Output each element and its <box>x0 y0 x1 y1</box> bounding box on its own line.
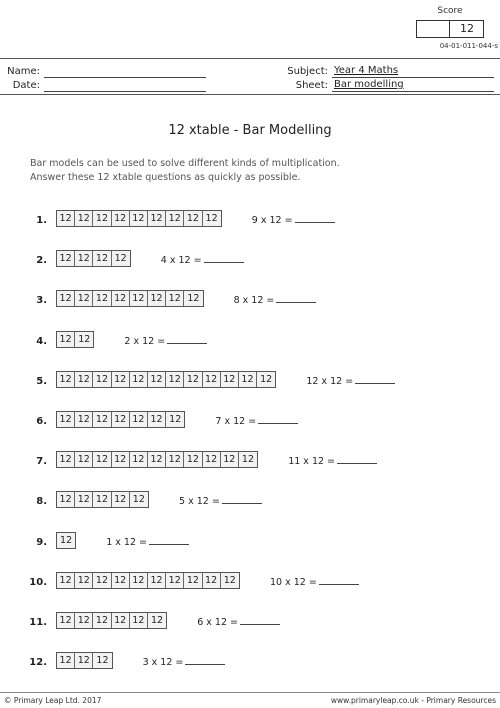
bar-cell: 12 <box>166 372 184 387</box>
question-equation <box>234 293 317 306</box>
bar-cell: 12 <box>241 454 255 466</box>
bar-cell: 12 <box>148 211 166 226</box>
bar-cell: 12 <box>130 211 148 226</box>
question-equation <box>215 414 298 427</box>
question-number: 11. <box>29 617 47 628</box>
question-number: 2. <box>36 255 47 267</box>
subject-value: Year 4 Maths <box>334 65 399 76</box>
equation-text: 7 x 12 = <box>215 416 257 427</box>
score-label: Score <box>437 6 463 16</box>
bar-cell: 12 <box>203 372 221 387</box>
question-equation <box>197 615 280 628</box>
question-equation <box>306 374 395 387</box>
bar-model <box>56 572 240 589</box>
footer-divider <box>0 692 500 693</box>
question-number: 8. <box>36 496 47 508</box>
answer-blank[interactable] <box>319 575 359 585</box>
bar-cell: 12 <box>112 452 130 467</box>
bar-cell: 12 <box>169 414 182 425</box>
bar-cell: 12 <box>148 372 166 387</box>
subject-label: Subject: <box>287 66 328 77</box>
instructions-line-2: Answer these 12 xtable questions as quickly as possible. <box>30 172 301 183</box>
bar-model <box>56 371 276 388</box>
bar-cell: 12 <box>221 452 239 467</box>
bar-cell: 12 <box>93 613 111 628</box>
bar-cell: 12 <box>78 333 91 345</box>
bar-cell: 12 <box>166 573 184 588</box>
bar-cell: 12 <box>112 412 130 427</box>
instructions <box>30 157 470 185</box>
bar-cell: 12 <box>221 372 239 387</box>
bar-cell: 12 <box>239 372 257 387</box>
bar-cell: 12 <box>60 534 73 546</box>
bar-model <box>56 290 204 307</box>
bar-cell: 12 <box>57 291 75 306</box>
bar-cell: 12 <box>93 211 111 226</box>
equation-text: 10 x 12 = <box>270 576 317 588</box>
question-equation <box>252 213 335 226</box>
bar-cell: 12 <box>184 372 202 387</box>
bar-cell: 12 <box>93 251 111 266</box>
sheet-label: Sheet: <box>295 80 328 91</box>
bar-cell: 12 <box>203 573 221 588</box>
bar-cell: 12 <box>148 291 166 306</box>
subject-field-line <box>332 77 494 78</box>
question-number: 4. <box>36 335 47 347</box>
bar-cell: 12 <box>75 291 93 306</box>
question-row <box>0 331 500 351</box>
bar-cell: 12 <box>57 573 75 588</box>
answer-blank[interactable] <box>355 374 395 384</box>
bar-cell: 12 <box>75 372 93 387</box>
equation-text: 2 x 12 = <box>124 335 166 347</box>
question-row <box>0 532 500 552</box>
bar-model <box>56 331 94 348</box>
question-number: 6. <box>36 416 47 427</box>
equation-text: 5 x 12 = <box>179 496 220 508</box>
bar-cell: 12 <box>205 213 218 224</box>
score-box <box>416 20 484 38</box>
question-row <box>0 491 500 511</box>
answer-blank[interactable] <box>240 615 280 625</box>
question-number: 3. <box>36 295 47 307</box>
bar-cell: 12 <box>130 372 148 387</box>
name-field[interactable] <box>44 77 206 78</box>
score-value: 12 <box>460 22 474 35</box>
bar-cell: 12 <box>112 492 130 507</box>
bar-cell: 12 <box>112 573 130 588</box>
bar-cell: 12 <box>75 412 93 427</box>
question-equation <box>106 535 189 548</box>
bar-cell: 12 <box>57 412 75 427</box>
question-number: 1. <box>36 215 47 226</box>
bar-cell: 12 <box>148 412 166 427</box>
question-row <box>0 572 500 592</box>
bar-cell: 12 <box>166 291 184 306</box>
question-row <box>0 250 500 270</box>
question-row <box>0 290 500 310</box>
bar-model <box>56 451 258 468</box>
bar-cell: 12 <box>75 492 93 507</box>
bar-model <box>56 652 113 669</box>
bar-cell: 12 <box>75 573 93 588</box>
bar-cell: 12 <box>260 373 273 385</box>
question-row <box>0 371 500 391</box>
date-label: Date: <box>12 80 40 91</box>
bar-cell: 12 <box>93 372 111 387</box>
answer-blank[interactable] <box>276 293 316 303</box>
question-number: 7. <box>36 456 47 468</box>
sheet-value: Bar modelling <box>334 79 404 90</box>
question-row <box>0 612 500 632</box>
bar-cell: 12 <box>112 613 130 628</box>
bar-cell: 12 <box>57 452 75 467</box>
question-equation <box>288 454 377 467</box>
bar-cell: 12 <box>57 653 75 668</box>
answer-blank[interactable] <box>337 454 377 464</box>
bar-cell: 12 <box>130 412 148 427</box>
footer-website: www.primaryleap.co.uk - Primary Resources <box>330 696 496 705</box>
bar-cell: 12 <box>93 452 111 467</box>
bar-cell: 12 <box>203 452 221 467</box>
question-row <box>0 411 500 431</box>
bar-cell: 12 <box>93 291 111 306</box>
bar-cell: 12 <box>93 412 111 427</box>
bar-cell: 12 <box>114 253 127 265</box>
bar-cell: 12 <box>130 613 148 628</box>
sheet-code: 04-01-011-044-s <box>439 42 498 50</box>
question-equation <box>179 494 262 507</box>
equation-text: 11 x 12 = <box>288 456 336 468</box>
bar-model <box>56 411 185 428</box>
bar-cell: 12 <box>112 372 130 387</box>
bar-model <box>56 210 222 227</box>
bar-cell: 12 <box>130 573 148 588</box>
answer-blank[interactable] <box>258 414 298 424</box>
answer-blank[interactable] <box>222 494 262 504</box>
sheet-field-line <box>332 91 494 92</box>
question-number: 5. <box>36 375 47 387</box>
top-divider <box>0 58 500 59</box>
question-equation <box>161 253 244 266</box>
bar-cell: 12 <box>148 452 166 467</box>
equation-text: 6 x 12 = <box>197 617 238 628</box>
footer-copyright: © Primary Leap Ltd. 2017 <box>4 696 102 705</box>
bar-cell: 12 <box>112 211 130 226</box>
equation-text: 8 x 12 = <box>233 295 275 307</box>
bar-cell: 12 <box>132 494 145 506</box>
bar-cell: 12 <box>75 452 93 467</box>
equation-text: 1 x 12 = <box>106 536 147 548</box>
equation-text: 9 x 12 = <box>251 215 293 226</box>
bar-cell: 12 <box>166 452 184 467</box>
question-row <box>0 210 500 230</box>
question-row <box>0 652 500 672</box>
bar-cell: 12 <box>75 613 93 628</box>
answer-blank[interactable] <box>185 655 225 665</box>
bar-cell: 12 <box>150 615 164 626</box>
date-field[interactable] <box>44 91 206 92</box>
bar-model <box>56 532 76 549</box>
bar-cell: 12 <box>75 211 93 226</box>
answer-blank[interactable] <box>295 213 335 223</box>
answer-blank[interactable] <box>149 535 189 545</box>
bar-cell: 12 <box>223 574 236 586</box>
bar-cell: 12 <box>75 653 93 668</box>
question-equation <box>143 655 226 668</box>
bar-cell: 12 <box>93 573 111 588</box>
header-divider <box>0 94 500 95</box>
bar-cell: 12 <box>166 211 184 226</box>
bar-model <box>56 250 131 267</box>
bar-cell: 12 <box>57 372 75 387</box>
name-label: Name: <box>7 66 40 77</box>
question-number: 9. <box>36 536 47 548</box>
question-number: 10. <box>29 576 47 588</box>
question-equation <box>270 575 359 588</box>
bar-cell: 12 <box>57 251 75 266</box>
question-equation <box>124 334 207 347</box>
question-number: 12. <box>29 657 47 669</box>
bar-cell: 12 <box>184 452 202 467</box>
bar-cell: 12 <box>184 573 202 588</box>
bar-cell: 12 <box>148 573 166 588</box>
bar-cell: 12 <box>93 492 111 507</box>
bar-cell: 12 <box>57 211 75 226</box>
bar-cell: 12 <box>96 655 109 667</box>
bar-model <box>56 612 167 629</box>
bar-cell: 12 <box>187 293 200 305</box>
answer-blank[interactable] <box>167 334 207 344</box>
bar-cell: 12 <box>130 291 148 306</box>
question-row <box>0 451 500 471</box>
page-title: 12 xtable - Bar Modelling <box>168 123 332 138</box>
bar-cell: 12 <box>112 291 130 306</box>
instructions-line-1: Bar models can be used to solve different kinds of multiplication. <box>30 158 340 169</box>
bar-cell: 12 <box>184 211 202 226</box>
answer-blank[interactable] <box>204 253 244 263</box>
bar-model <box>56 491 149 508</box>
bar-cell: 12 <box>75 251 93 266</box>
bar-cell: 12 <box>57 492 75 507</box>
equation-text: 4 x 12 = <box>160 255 202 267</box>
equation-text: 12 x 12 = <box>306 375 354 387</box>
bar-cell: 12 <box>57 332 75 347</box>
equation-text: 3 x 12 = <box>142 657 184 669</box>
bar-cell: 12 <box>130 452 148 467</box>
bar-cell: 12 <box>57 613 75 628</box>
